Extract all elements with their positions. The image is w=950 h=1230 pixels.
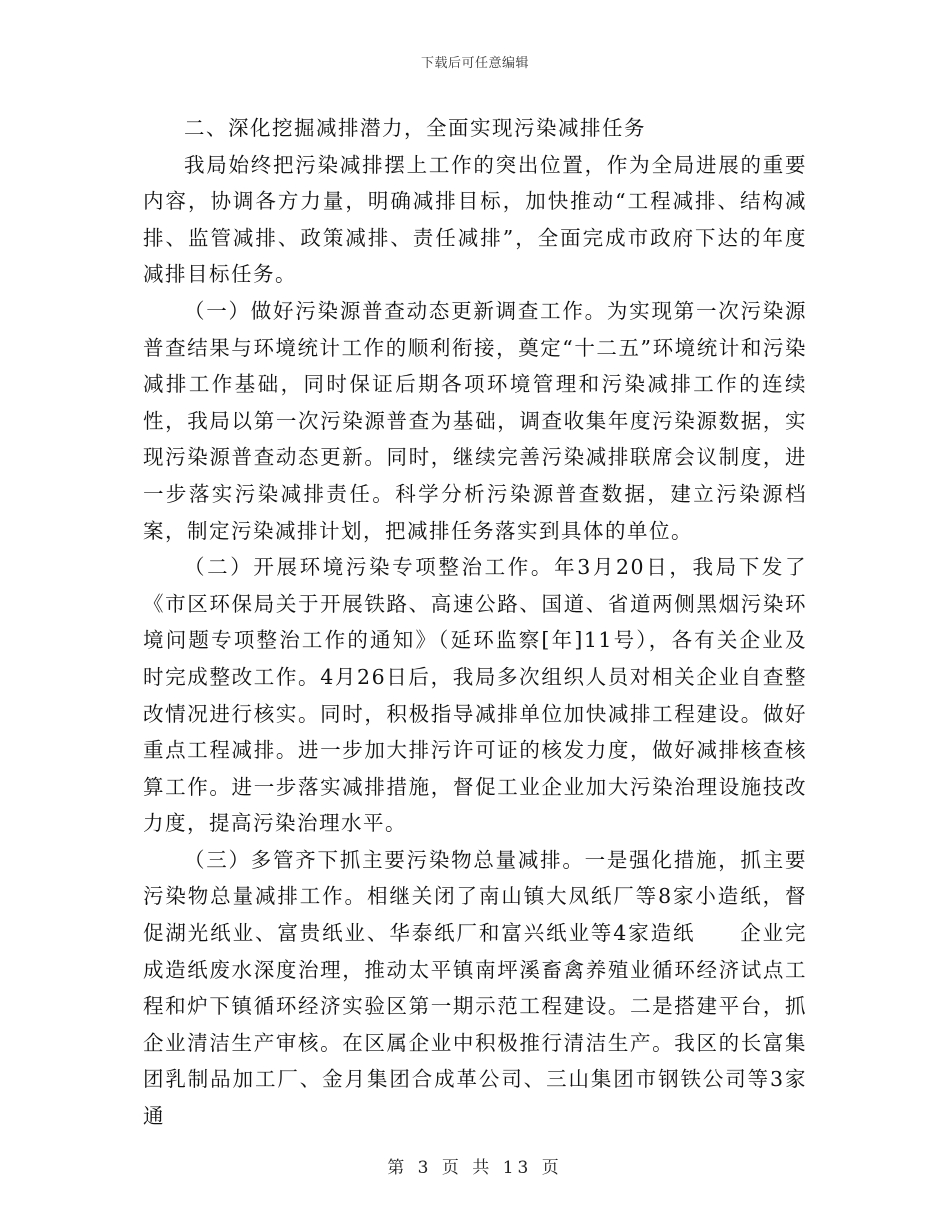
paragraph-item-2: （二）开展环境污染专项整治工作。年3月20日，我局下发了《市区环保局关于开展铁路、高速公路、国道、省道两侧黑烟污染环境问题专项整治工作的通知》（延环监察[年]11号），各有关企业及时完成整改工作。4月26日后，我局多次组织人员对相关企业自查整改情况进行核实。同时，积极指导减排单位加快减排工程建设。做好重点工程减排。进一步加大排污许可证的核发力度，做好减排核查核算工作。进一步落实减排措施，督促工业企业加大污染治理设施技改力度，提高污染治理水平。 bbox=[143, 555, 807, 836]
paragraph-item-1: （一）做好污染源普查动态更新调查工作。为实现第一次污染源普查结果与环境统计工作的顺利衔接，奠定“十二五”环境统计和污染减排工作基础，同时保证后期各项环境管理和污染减排工作的连续性，我局以第一次污染源普查为基础，调查收集年度污染源数据，实现污染源普查动态更新。同时，继续完善污染减排联席会议制度，进一步落实污染减排责任。科学分析污染源普查数据，建立污染源档案，制定污染减排计划，把减排任务落实到具体的单位。 bbox=[143, 298, 807, 543]
paragraph-item-3: （三）多管齐下抓主要污染物总量减排。一是强化措施，抓主要污染物总量减排工作。相继关闭了南山镇大凤纸厂等8家小造纸，督促湖光纸业、富贵纸业、华泰纸厂和富兴纸业等4家造纸 企业完成造纸废水深度治理，推动太平镇南坪溪畜禽养殖业循环经济试点工程和炉下镇循环经济实验区第一期示范工程建设。二是搭建平台，抓企业清洁生产审核。在区属企业中积极推行清洁生产。我区的长富集团乳制品加工厂、金月集团合成革公司、三山集团市钢铁公司等3家通 bbox=[143, 847, 807, 1129]
section-heading: 二、深化挖掘减排潜力，全面实现污染减排任务 bbox=[184, 116, 646, 140]
document-body bbox=[143, 110, 807, 1135]
page-number-footer: 第 3 页 共 13 页 bbox=[387, 1158, 563, 1178]
page-header-note: 下载后可任意编辑 bbox=[420, 56, 529, 71]
paragraph-intro: 我局始终把污染减排摆上工作的突出位置，作为全局进展的重要内容，协调各方力量，明确减排目标，加快推动“工程减排、结构减排、监管减排、政策减排、责任减排”，全面完成市政府下达的年度减排目标任务。 bbox=[143, 152, 807, 287]
